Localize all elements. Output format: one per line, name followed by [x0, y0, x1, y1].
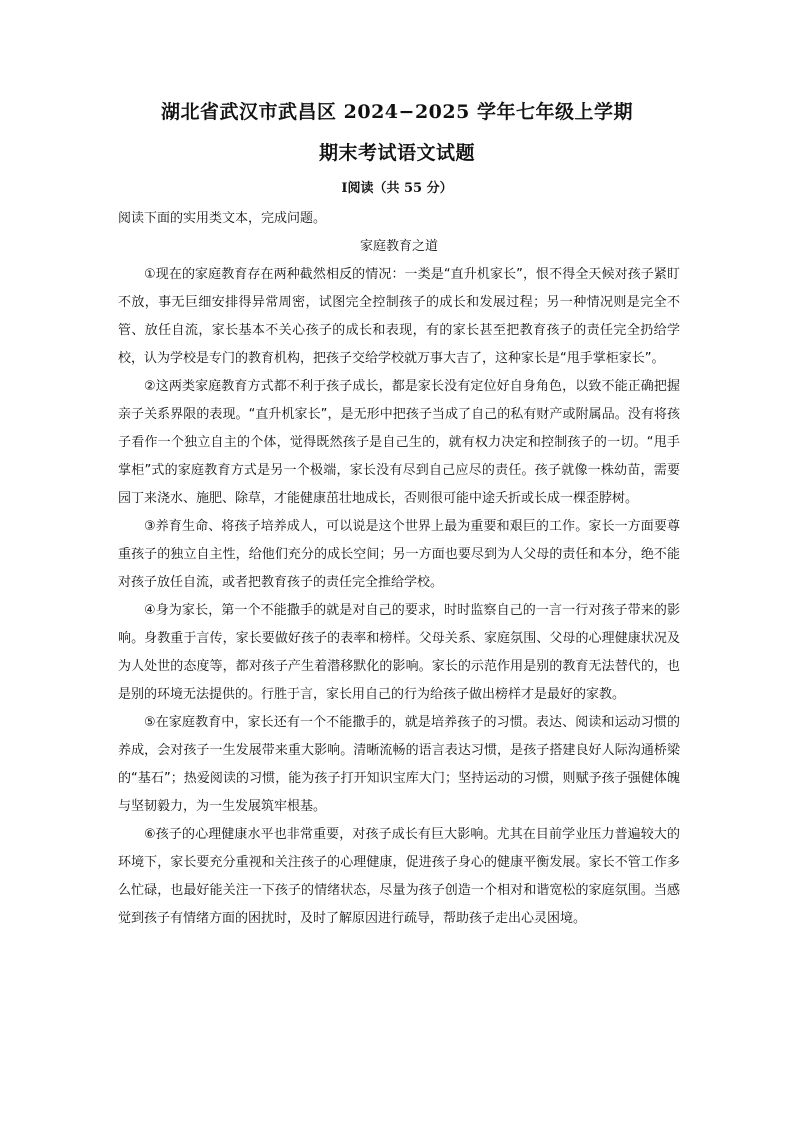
paragraph-2: ②这两类家庭教育方式都不利于孩子成长，都是家长没有定位好自身角色，以致不能正确把握亲子关系界限的表现。“直升机家长”，是无形中把孩子当成了自己的私有财产或附属品。没有将孩子看作一个独立自主的个体，觉得既然孩子是自己生的，就有权力决定和控制孩子的一切。“甩手掌柜”式的家庭教育方式是另一个极端，家长没有尽到自己应尽的责任。孩子就像一株幼苗，需要园丁来浇水、施肥、除草，才能健康茁壮地成长，否则很可能中途夭折或长成一棵歪脖树。	[118, 379, 680, 506]
section-heading: Ⅰ阅读（共 55 分）	[341, 181, 453, 196]
document-title-line-2: 期末考试语文试题	[318, 142, 475, 164]
paragraph-3: ③养育生命、将孩子培养成人，可以说是这个世界上最为重要和艰巨的工作。家长一方面要尊重孩子的独立自主性，给他们充分的成长空间；另一方面也要尽到为人父母的责任和本分，绝不能对孩子放任自流，或者把教育孩子的责任完全推给学校。	[118, 519, 680, 590]
paragraph-1: ①现在的家庭教育存在两种截然相反的情况：一类是“直升机家长”，恨不得全天候对孩子紧盯不放，事无巨细安排得异常周密，试图完全控制孩子的成长和发展过程；另一种情况则是完全不管、放任自流，家长基本不关心孩子的成长和表现，有的家长甚至把教育孩子的责任完全扔给学校，认为学校是专门的教育机构，把孩子交给学校就万事大吉了，这种家长是“甩手掌柜家长”。	[118, 267, 680, 366]
paragraph-4: ④身为家长，第一个不能撒手的就是对自己的要求，时时监察自己的一言一行对孩子带来的影响。身教重于言传，家长要做好孩子的表率和榜样。父母关系、家庭氛围、父母的心理健康状况及为人处世的态度等，都对孩子产生着潜移默化的影响。家长的示范作用是别的教育无法替代的，也是别的环境无法提供的。行胜于言，家长用自己的行为给孩子做出榜样才是最好的家教。	[118, 603, 680, 702]
paragraph-6: ⑥孩子的心理健康水平也非常重要，对孩子成长有巨大影响。尤其在目前学业压力普遍较大的环境下，家长要充分重视和关注孩子的心理健康，促进孩子身心的健康平衡发展。家长不管工作多么忙碌，也最好能关注一下孩子的情绪状态，尽量为孩子创造一个相对和谐宽松的家庭氛围。当感觉到孩子有情绪方面的困扰时，及时了解原因进行疏导，帮助孩子走出心灵困境。	[118, 827, 680, 926]
reading-passage	[118, 205, 680, 933]
document-title-line-1: 湖北省武汉市武昌区 2024−2025 学年七年级上学期	[161, 101, 633, 123]
essay-title: 家庭教育之道	[359, 239, 438, 254]
instruction-text: 阅读下面的实用类文本，完成问题。	[118, 211, 327, 226]
paragraph-5: ⑤在家庭教育中，家长还有一个不能撒手的，就是培养孩子的习惯。表达、阅读和运动习惯的养成，会对孩子一生发展带来重大影响。清晰流畅的语言表达习惯，是孩子搭建良好人际沟通桥梁的“基石”；热爱阅读的习惯，能为孩子打开知识宝库大门；坚持运动的习惯，则赋予孩子强健体魄与坚韧毅力，为一生发展筑牢根基。	[118, 715, 680, 814]
